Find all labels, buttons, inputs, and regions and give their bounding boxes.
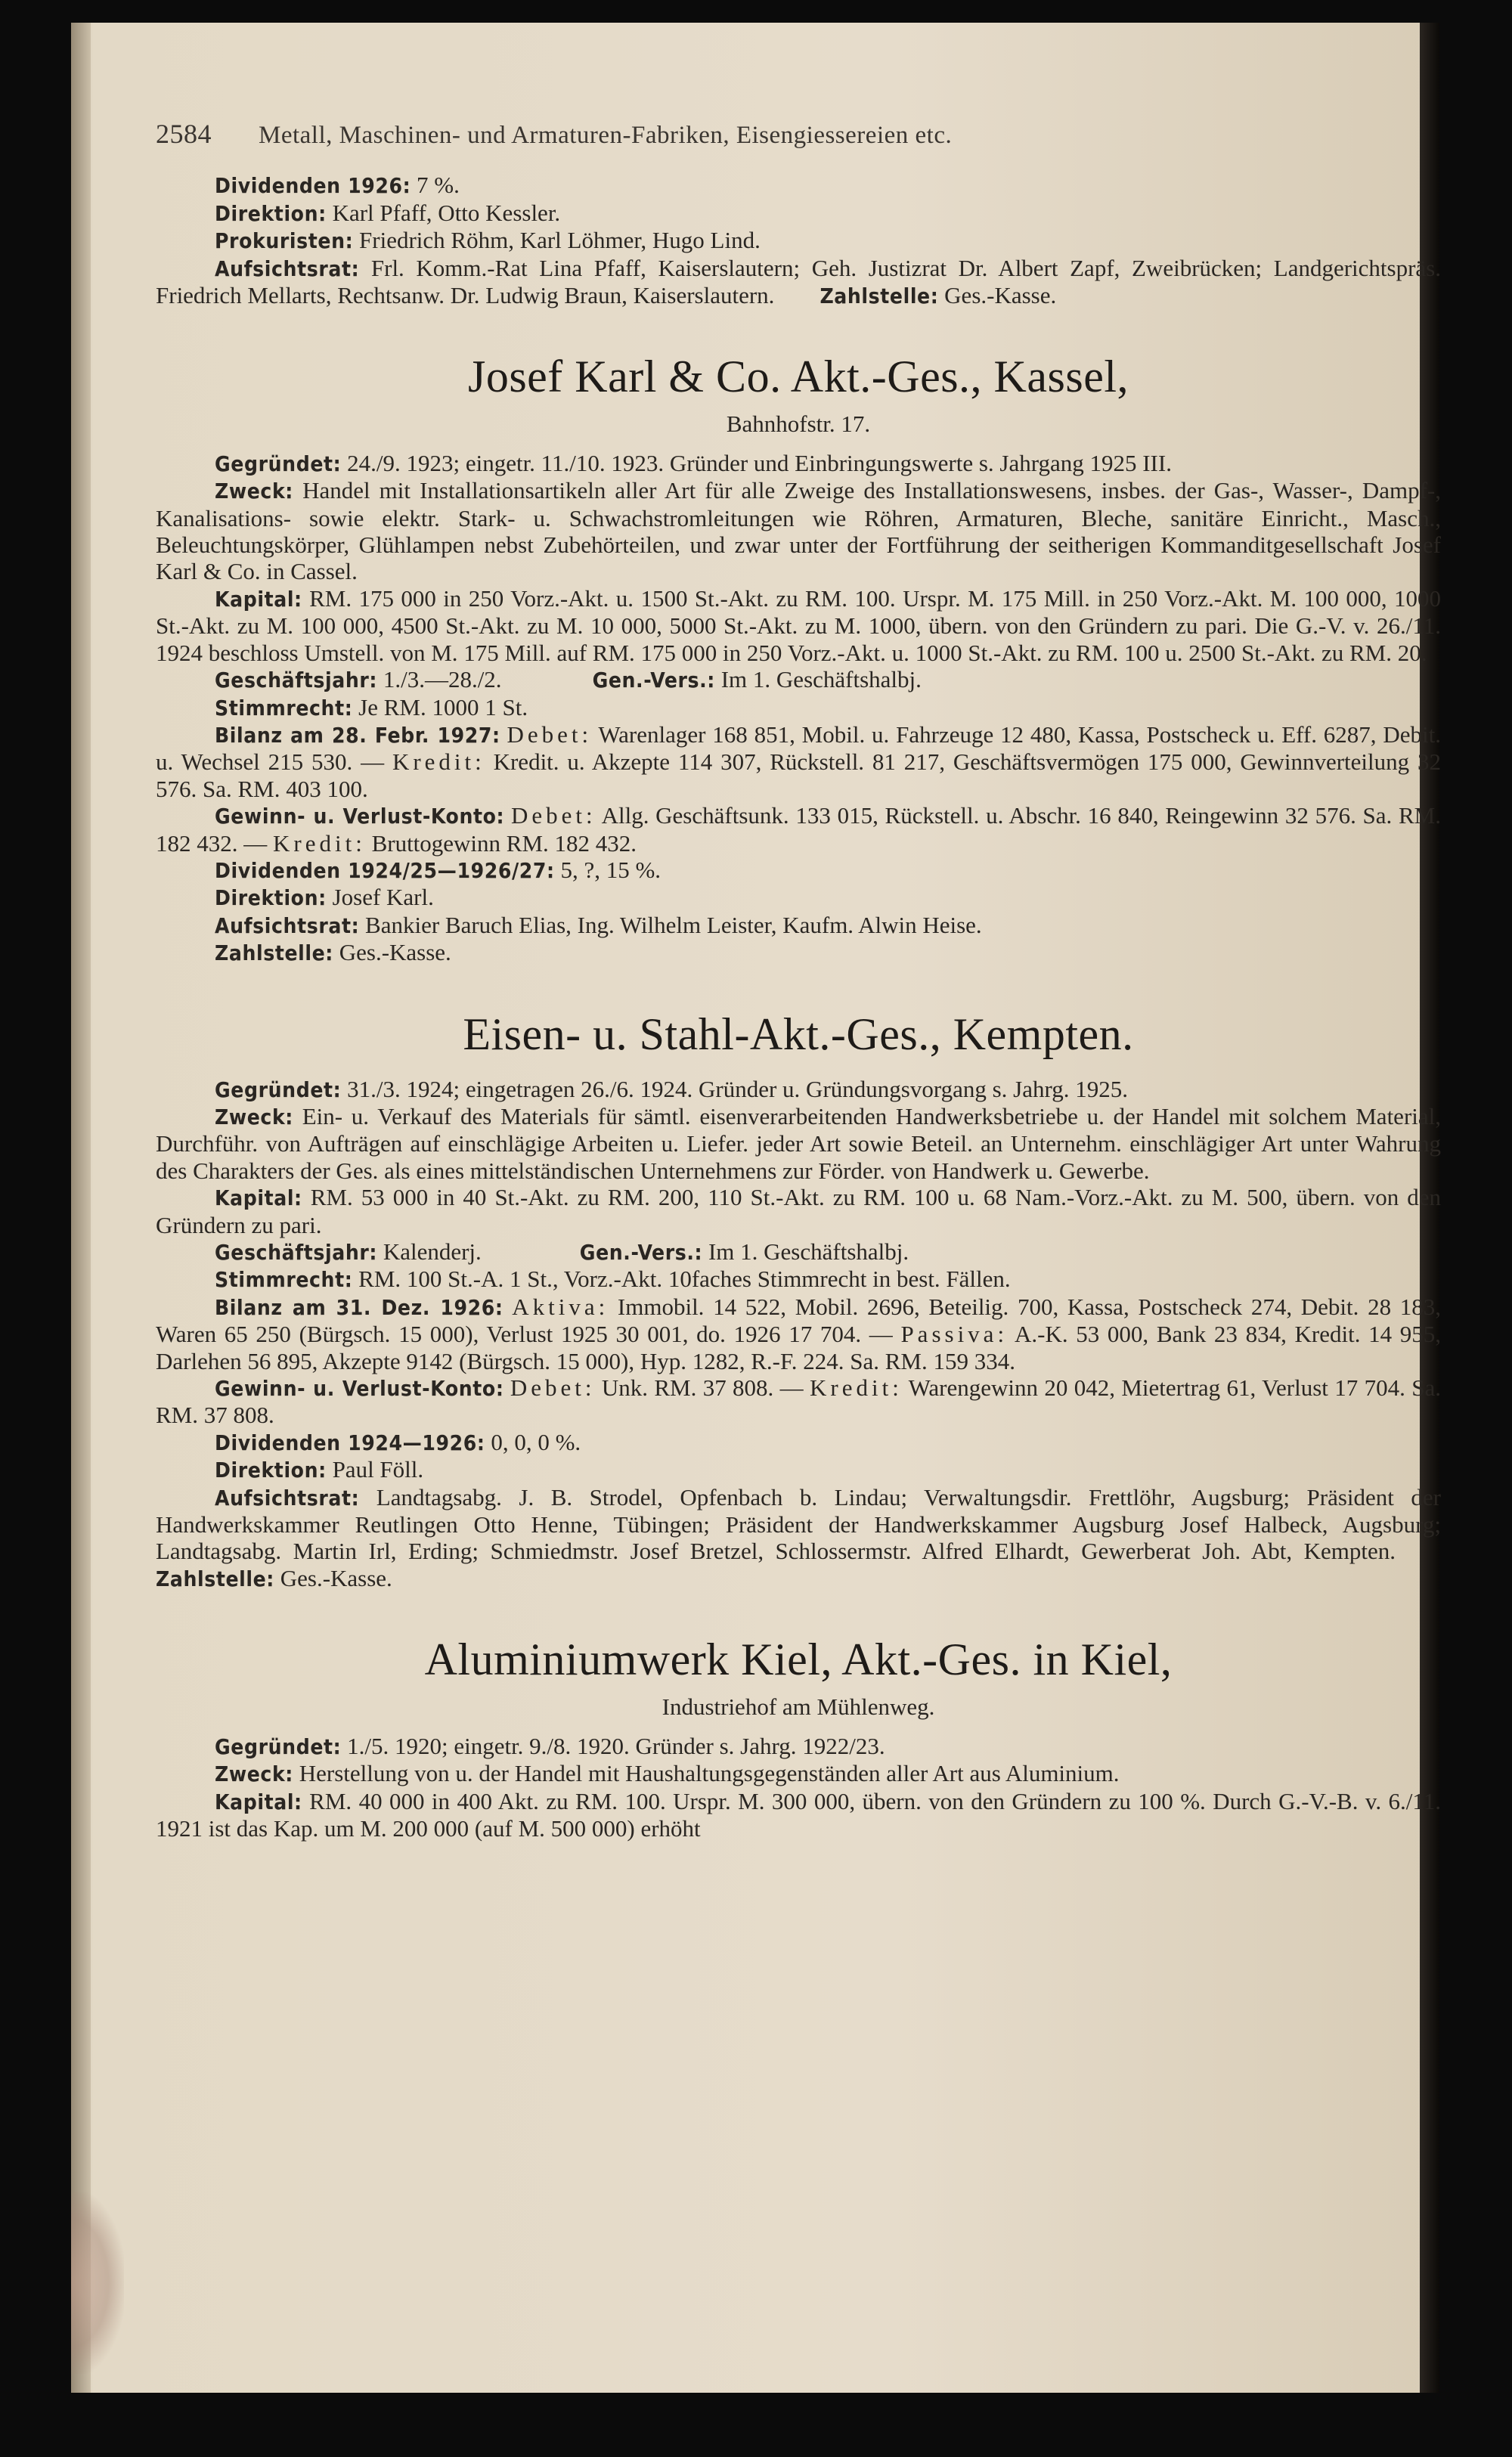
thumb-shadow bbox=[71, 2192, 124, 2374]
value: 0, 0, 0 %. bbox=[485, 1428, 581, 1455]
debet-word: Debet: bbox=[510, 1374, 596, 1402]
label: Aufsichtsrat: bbox=[215, 912, 360, 938]
label: Zahlstelle: bbox=[215, 940, 333, 966]
value: RM. 100 St.-A. 1 St., Vorz.-Akt. 10faches Stimmrecht in best. Fällen. bbox=[352, 1266, 1011, 1293]
zahlstelle-label: Zahlstelle: bbox=[820, 284, 939, 309]
value: 1./5. 1920; eingetr. 9./8. 1920. Gründer s. Jahrg. 1922/23. bbox=[341, 1732, 885, 1759]
gen-vers-label: Gen.-Vers.: bbox=[592, 668, 715, 693]
value: Karl Pfaff, Otto Kessler. bbox=[326, 199, 561, 226]
value: 31./3. 1924; eingetragen 26./6. 1924. Gründer u. Gründungsvorgang s. Jahrg. 1925. bbox=[341, 1075, 1129, 1102]
value: RM. 175 000 in 250 Vorz.-Akt. u. 1500 St.-Akt. zu RM. 100. Urspr. M. 175 Mill. in 250 Vorz.-Akt. M. 100 000, 1000 St.-Akt. zu M. 100 000, 4500 St.-Akt. zu M. 10 000, 5000 St.-Akt. zu M. 1000, übern. von den Gründern zu pari. Die G.-V. v. 26./11. 1924 beschloss Umstell. von M. 175 Mill. auf RM. 175 000 in 250 Vorz.-Akt. u. 1000 St.-Akt. zu RM. 100 u. 2500 St.-Akt. zu RM. 20. bbox=[156, 584, 1441, 666]
label: Geschäftsjahr: bbox=[215, 1240, 378, 1265]
value: Handel mit Installationsartikeln aller Art für alle Zweige des Installationswesens, insbes. der Gas-, Wasser-, Dampf-, Kanalisations- sowie elektr. Stark- u. Schwachstromleitungen wie Röhren, Armaturen, Bleche, sanitäre Einricht., Masch., Beleuchtungskörper, Glühlampen nebst Zubehörteilen, und zwar unter der Fortführung der seitherigen Kommanditgesellschaft Josef Karl & Co. in Cassel. bbox=[156, 477, 1441, 585]
entry-gegruendet bbox=[156, 1733, 1441, 1760]
value: Allg. Geschäftsunk. 133 015, Rückstell. u. Abschr. 16 840, Reingewinn 32 576. Sa. RM. 182 432. — bbox=[156, 802, 1441, 857]
entry-dividenden bbox=[156, 172, 1441, 199]
entry-kapital bbox=[156, 1788, 1441, 1842]
entry-dividenden bbox=[156, 1429, 1441, 1456]
value: 7 %. bbox=[411, 172, 460, 199]
zahlstelle-label: Zahlstelle: bbox=[156, 1566, 274, 1591]
entry-geschaeftsjahr bbox=[156, 666, 1441, 693]
value: Unk. RM. 37 808. — bbox=[595, 1374, 804, 1402]
company-address: Bahnhofstr. 17. bbox=[726, 411, 871, 438]
entry-dividenden bbox=[156, 857, 1441, 884]
entry-aufsichtsrat bbox=[156, 1484, 1441, 1593]
running-title: Metall, Maschinen- und Armaturen-Fabriken, Eisengiessereien etc. bbox=[259, 122, 953, 149]
entry-aufsichtsrat bbox=[156, 255, 1441, 310]
entry-stimmrecht bbox=[156, 694, 1441, 721]
value: Friedrich Röhm, Karl Löhmer, Hugo Lind. bbox=[353, 227, 761, 254]
label: Stimmrecht: bbox=[215, 695, 353, 720]
value-2: Kredit. u. Akzepte 114 307, Rückstell. 81 217, Geschäftsvermögen 175 000, Gewinnverteilung 32 576. Sa. RM. 403 100. bbox=[156, 748, 1442, 802]
zahlstelle-value: Ges.-Kasse. bbox=[274, 1564, 392, 1591]
aktiva-word: Aktiva: bbox=[512, 1293, 609, 1320]
label: Aufsichtsrat: bbox=[215, 1485, 360, 1510]
label: Gewinn- u. Verlust-Konto: bbox=[215, 804, 505, 829]
entry-direktion bbox=[156, 200, 1441, 227]
value-2: A.-K. 53 000, Bank 23 834, Kredit. 14 955, Darlehen 56 895, Akzepte 9142 (Bürgsch. 15 000), Hyp. 1282, R.-F. 224. Sa. RM. 159 334. bbox=[156, 1321, 1442, 1374]
value: Bankier Baruch Elias, Ing. Wilhelm Leister, Kaufm. Alwin Heise. bbox=[359, 911, 982, 938]
label: Direktion: bbox=[215, 1458, 327, 1483]
value: 1./3.—28./2. bbox=[377, 666, 502, 693]
entry-bilanz bbox=[156, 1294, 1441, 1374]
entry-direktion bbox=[156, 1456, 1441, 1483]
label: Dividenden 1926: bbox=[215, 173, 411, 199]
entry-gewinn-verlust bbox=[156, 802, 1441, 857]
label: Gegründet: bbox=[215, 451, 342, 476]
value: Josef Karl. bbox=[326, 884, 434, 911]
value: Je RM. 1000 1 St. bbox=[352, 693, 528, 720]
value: Ein- u. Verkauf des Materials für sämtl. eisenverarbeitenden Handwerksbetriebe u. der Handel mit solchem Material, Durchführ. von Aufträgen auf einschlägige Arbeiten u. Liefer. jeder Art sowie Beteil. an Unternehm. einschlägiger Art unter Wahrung des Charakters der Ges. als eines mittelständischen Unternehmens zur Förder. von Handwerk u. Gewerbe. bbox=[156, 1102, 1441, 1184]
entry-aufsichtsrat bbox=[156, 912, 1441, 939]
value: RM. 53 000 in 40 St.-Akt. zu RM. 200, 110 St.-Akt. zu RM. 100 u. 68 Nam.-Vorz.-Akt. zu M. 500, übern. von den Gründern zu pari. bbox=[156, 1184, 1441, 1238]
value: RM. 40 000 in 400 Akt. zu RM. 100. Urspr. M. 300 000, übern. von den Gründern zu 100 %. Durch G.-V.-B. v. 6./11. 1921 ist das Kap. um M. 200 000 (auf M. 500 000) erhöht bbox=[156, 1787, 1441, 1842]
label: Zweck: bbox=[215, 1761, 293, 1787]
label: Dividenden 1924/25—1926/27: bbox=[215, 857, 555, 883]
page-gutter-shadow bbox=[71, 23, 91, 2393]
label: Direktion: bbox=[215, 200, 327, 226]
label: Stimmrecht: bbox=[215, 1267, 353, 1293]
label: Bilanz am 31. Dez. 1926: bbox=[215, 1294, 503, 1320]
value: Immobil. 14 522, Mobil. 2696, Beteilig. 700, Kassa, Postscheck 274, Debit. 28 183, Waren 65 250 (Bürgsch. 15 000), Verlust 1925 30 001, do. 1926 17 704. — bbox=[156, 1293, 1441, 1348]
value: Warenlager 168 851, Mobil. u. Fahrzeuge 12 480, Kassa, Postscheck u. Eff. 6287, Debit. u. Wechsel 215 530. — bbox=[156, 720, 1442, 776]
value: 5, ?, 15 %. bbox=[554, 856, 662, 883]
company-address: Industriehof am Mühlenweg. bbox=[662, 1693, 935, 1721]
label: Dividenden 1924—1926: bbox=[215, 1430, 485, 1455]
label: Bilanz am 28. Febr. 1927: bbox=[215, 722, 500, 748]
label: Direktion: bbox=[215, 885, 327, 911]
label: Kapital: bbox=[215, 1185, 302, 1211]
label: Zweck: bbox=[215, 479, 293, 504]
value: 24./9. 1923; eingetr. 11./10. 1923. Gründer und Einbringungswerte s. Jahrgang 1925 III. bbox=[341, 449, 1172, 476]
entry-direktion bbox=[156, 884, 1441, 911]
entry-zweck bbox=[156, 1103, 1441, 1184]
label: Gegründet: bbox=[215, 1077, 342, 1102]
value-2: Bruttogewinn RM. 182 432. bbox=[365, 829, 637, 857]
zahlstelle-value: Ges.-Kasse. bbox=[938, 282, 1057, 309]
gen-vers-value: Im 1. Geschäftshalbj. bbox=[714, 666, 922, 693]
entry-geschaeftsjahr bbox=[156, 1238, 1441, 1266]
company-title-aluminiumwerk-kiel: Aluminiumwerk Kiel, Akt.-Ges. in Kiel, bbox=[424, 1634, 1173, 1685]
gen-vers-value: Im 1. Geschäftshalbj. bbox=[702, 1238, 909, 1265]
company-title-eisen-stahl: Eisen- u. Stahl-Akt.-Ges., Kempten. bbox=[463, 1009, 1134, 1059]
kredit-word: Kredit: bbox=[810, 1374, 903, 1402]
entry-gegruendet bbox=[156, 1076, 1441, 1103]
entry-zweck bbox=[156, 1760, 1441, 1787]
page-content bbox=[156, 121, 1441, 1842]
value: Ges.-Kasse. bbox=[333, 939, 451, 966]
entry-bilanz bbox=[156, 721, 1441, 802]
value: Herstellung von u. der Handel mit Haushaltungsgegenständen aller Art aus Aluminium. bbox=[293, 1760, 1120, 1787]
value: Kalenderj. bbox=[377, 1238, 482, 1265]
value: Paul Föll. bbox=[326, 1456, 424, 1483]
kredit-word: Kredit: bbox=[273, 829, 366, 857]
entry-zahlstelle bbox=[156, 939, 1441, 966]
label: Gegründet: bbox=[215, 1734, 342, 1759]
value-2: Warengewinn 20 042, Mietertrag 61, Verlust 17 704. Sa. RM. 37 808. bbox=[156, 1374, 1441, 1429]
label: Prokuristen: bbox=[215, 228, 354, 254]
label: Gewinn- u. Verlust-Konto: bbox=[215, 1376, 504, 1402]
value: Frl. Komm.-Rat Lina Pfaff, Kaiserslautern; Geh. Justizrat Dr. Albert Zapf, Zweibrücken; Landgerichtspräs. Friedrich Mellarts, Rechtsanw. Dr. Ludwig Braun, Kaiserslautern. bbox=[156, 254, 1441, 309]
label: Geschäftsjahr: bbox=[215, 668, 378, 693]
entry-zweck bbox=[156, 477, 1441, 585]
debet-word: Debet: bbox=[507, 720, 593, 748]
page-number: 2584 bbox=[156, 119, 212, 149]
label: Zweck: bbox=[215, 1104, 293, 1129]
label: Kapital: bbox=[215, 1789, 302, 1814]
entry-gegruendet bbox=[156, 450, 1441, 477]
running-header bbox=[156, 121, 1441, 149]
label: Kapital: bbox=[215, 586, 302, 612]
passiva-word: Passiva: bbox=[900, 1321, 1009, 1348]
entry-kapital bbox=[156, 1184, 1441, 1238]
entry-gewinn-verlust bbox=[156, 1374, 1441, 1429]
gen-vers-label: Gen.-Vers.: bbox=[579, 1240, 703, 1265]
entry-stimmrecht bbox=[156, 1266, 1441, 1293]
kredit-word: Kredit: bbox=[392, 748, 485, 776]
value: Landtagsabg. J. B. Strodel, Opfenbach b. Lindau; Verwaltungsdir. Frettlöhr, Augsburg; Präsident der Handwerkskammer Reutlingen Otto Henne, Tübingen; Präsident der Handwerkskammer Augsburg Josef Halbeck, Augsburg; Landtagsabg. Martin Irl, Erding; Schmiedmstr. Josef Bretzel, Schlossermstr. Alfred Elhardt, Gewerberat Joh. Abt, Kempten. bbox=[156, 1483, 1441, 1565]
label: Aufsichtsrat: bbox=[215, 256, 360, 281]
debet-word: Debet: bbox=[510, 802, 596, 829]
company-title-josef-karl: Josef Karl & Co. Akt.-Ges., Kassel, bbox=[467, 352, 1129, 402]
entry-prokuristen bbox=[156, 227, 1441, 254]
entry-kapital bbox=[156, 585, 1441, 666]
